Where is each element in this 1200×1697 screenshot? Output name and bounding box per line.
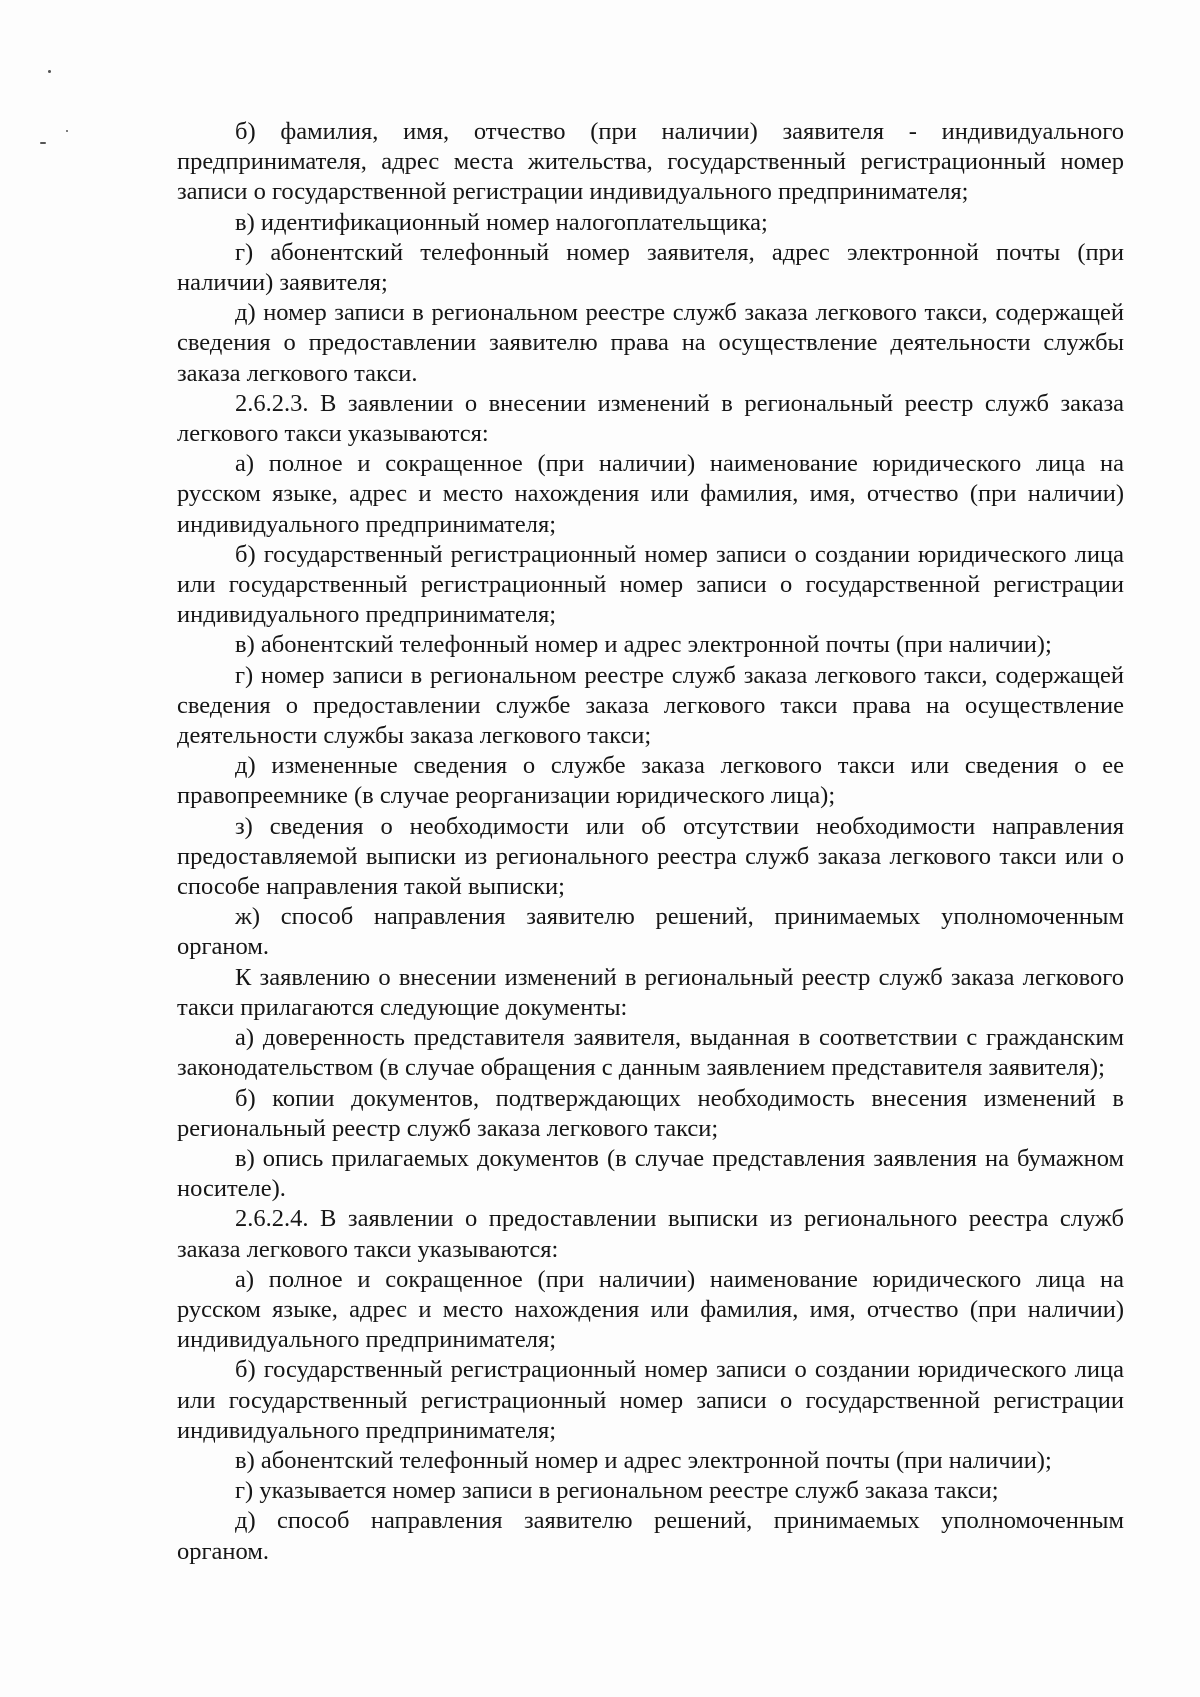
paragraph: г) указывается номер записи в региональном реестре служб заказа такси; — [235, 1477, 999, 1505]
document-body — [177, 117, 1124, 1567]
paragraph: д) способ направления заявителю решений, принимаемых уполномоченным органом. — [177, 1507, 1124, 1565]
paragraph: д) измененные сведения о службе заказа легкового такси или сведения о ее правопреемнике (в случае реорганизации юридического лица); — [177, 752, 1124, 810]
paragraph: в) абонентский телефонный номер и адрес электронной почты (при наличии); — [235, 631, 1052, 659]
scan-speck — [40, 142, 46, 144]
paragraph: г) абонентский телефонный номер заявителя, адрес электронной почты (при наличии) заявителя; — [177, 238, 1124, 297]
paragraph: К заявлению о внесении изменений в региональный реестр служб заказа легкового такси прилагаются следующие документы: — [177, 963, 1124, 1021]
paragraph: в) опись прилагаемых документов (в случае представления заявления на бумажном носителе). — [177, 1144, 1124, 1203]
scan-speck — [66, 130, 68, 132]
paragraph: з) сведения о необходимости или об отсутствии необходимости направления предоставляемой выписки из регионального реестра служб заказа легкового такси или о способе направления такой выписки; — [177, 812, 1124, 901]
paragraph: в) абонентский телефонный номер и адрес электронной почты (при наличии); — [235, 1446, 1052, 1474]
paragraph: 2.6.2.3. В заявлении о внесении изменений в региональный реестр служб заказа легкового такси указываются: — [177, 389, 1124, 448]
paragraph: г) номер записи в региональном реестре служб заказа легкового такси, содержащей сведения о предоставлении службе заказа легкового такси права на осуществление деятельности службы заказа легкового такси; — [177, 661, 1124, 750]
paragraph: а) полное и сокращенное (при наличии) наименование юридического лица на русском языке, адрес и место нахождения или фамилия, имя, отчество (при наличии) индивидуального предпринимателя; — [177, 1265, 1124, 1354]
paragraph: д) номер записи в региональном реестре служб заказа легкового такси, содержащей сведения о предоставлении заявителю права на осуществление деятельности службы заказа легкового такси. — [177, 299, 1124, 387]
paragraph: а) доверенность представителя заявителя, выданная в соответствии с гражданским законодательством (в случае обращения с данным заявлением представителя заявителя); — [177, 1024, 1124, 1082]
paragraph: а) полное и сокращенное (при наличии) наименование юридического лица на русском языке, адрес и место нахождения или фамилия, имя, отчество (при наличии) индивидуального предпринимателя; — [177, 450, 1124, 538]
paragraph: б) государственный регистрационный номер записи о создании юридического лица или государственный регистрационный номер записи о государственной регистрации индивидуального предпринимателя; — [177, 540, 1124, 629]
paragraph: б) копии документов, подтверждающих необходимость внесения изменений в региональный реестр служб заказа легкового такси; — [177, 1084, 1124, 1142]
paragraph: в) идентификационный номер налогоплательщика; — [235, 208, 768, 236]
scan-speck — [48, 70, 51, 73]
paragraph: б) фамилия, имя, отчество (при наличии) заявителя - индивидуального предпринимателя, адрес места жительства, государственный регистрационный номер записи о государственной регистрации индивидуального предпринимателя; — [177, 118, 1124, 206]
paragraph: б) государственный регистрационный номер записи о создании юридического лица или государственный регистрационный номер записи о государственной регистрации индивидуального предпринимателя; — [177, 1356, 1124, 1444]
paragraph: ж) способ направления заявителю решений, принимаемых уполномоченным органом. — [177, 903, 1124, 961]
paragraph: 2.6.2.4. В заявлении о предоставлении выписки из регионального реестра служб заказа легкового такси указываются: — [177, 1205, 1124, 1263]
